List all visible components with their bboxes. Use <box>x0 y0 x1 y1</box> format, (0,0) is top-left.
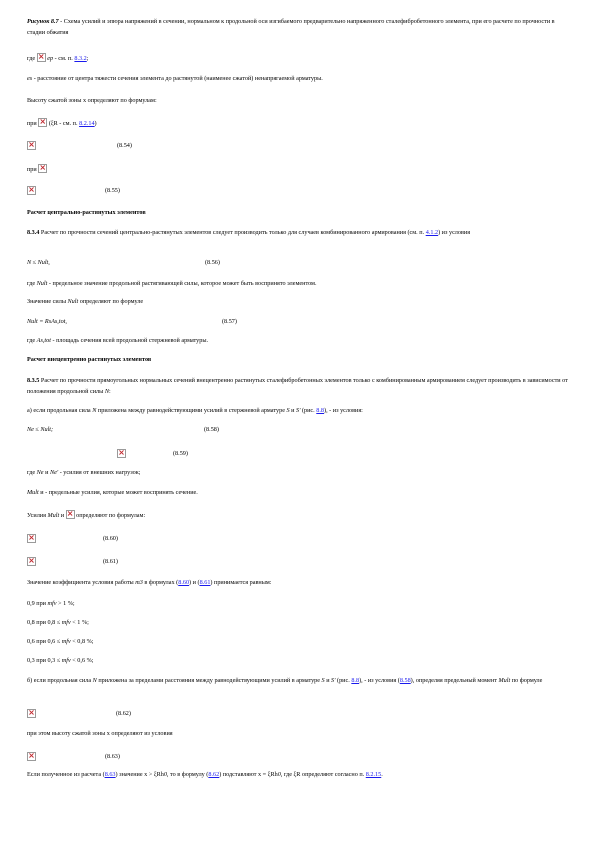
reference-link[interactable]: 8.58 <box>399 677 411 684</box>
text-run: ) и ( <box>189 579 200 586</box>
text-run: ) <box>94 120 97 127</box>
text-run: где <box>27 337 37 344</box>
text-run: Значение силы <box>27 298 68 305</box>
reference-link[interactable]: 8.61 <box>199 579 211 586</box>
text-run: 8.3.4 <box>27 229 40 236</box>
text-run: (рис. <box>300 407 317 414</box>
paragraph <box>27 406 572 417</box>
text-run: 8.3.5 <box>27 377 40 384</box>
paragraph <box>27 449 572 461</box>
equation-number: (8.56) <box>205 259 220 266</box>
paragraph <box>27 17 572 38</box>
paragraph <box>27 637 572 648</box>
text-run: 0,3 при 0,3 ≤ <box>27 657 62 664</box>
text-run: S' <box>331 677 336 684</box>
text-run: и <box>43 469 50 476</box>
formula-image-icon <box>38 118 47 127</box>
text-run: ), - из условия: <box>324 407 363 414</box>
formula-image-icon <box>27 557 36 566</box>
equation-number: (8.62) <box>116 710 131 717</box>
text-run: S <box>321 677 325 684</box>
text-run: а) если продольная сила <box>27 407 93 414</box>
paragraph <box>27 770 572 781</box>
text-run: ), - из условия ( <box>359 677 400 684</box>
paragraph <box>27 488 572 499</box>
equation-number: (8.58) <box>204 426 219 433</box>
paragraph <box>27 279 572 290</box>
paragraph <box>27 676 572 687</box>
text-run: Ne <box>36 469 44 476</box>
text-run: N ≤ Nult, <box>27 259 50 266</box>
text-run: S' <box>296 407 301 414</box>
paragraph <box>27 618 572 629</box>
reference-link[interactable]: 8.63 <box>104 771 116 778</box>
equation-number: (8.59) <box>173 450 188 457</box>
paragraph <box>27 317 572 328</box>
text-run: ep <box>45 55 54 62</box>
text-run: As,tot <box>36 337 51 344</box>
paragraph <box>27 510 572 522</box>
text-run: Расчет внецентренно растянутых элементов <box>27 356 152 363</box>
text-run: 0 <box>277 771 281 778</box>
paragraph <box>27 164 572 176</box>
text-run: приложена за пределами расстояния между равнодействующими усилий в арматуре <box>96 677 322 684</box>
text-run: Mult <box>27 489 39 496</box>
formula-image-icon <box>27 141 36 150</box>
text-run: mfv <box>61 657 71 664</box>
text-run: и <box>324 677 332 684</box>
text-run: Значение коэффициента условия работы <box>27 579 136 586</box>
paragraph <box>27 53 572 65</box>
text-run: es <box>27 75 33 82</box>
text-run: 0,6 при 0,6 ≤ <box>27 638 62 645</box>
reference-link[interactable]: 8.8 <box>316 407 325 414</box>
reference-link[interactable]: 8.2.15 <box>365 771 382 778</box>
text-run: Nult = RsAs,tot, <box>27 318 67 325</box>
equation-number: (8.57) <box>222 318 237 325</box>
text-run: mfv <box>61 638 71 645</box>
text-run: при этом высоту сжатой зоны x определяют из условия <box>27 730 173 737</box>
text-run: где <box>27 280 37 287</box>
text-run: определяют по формулам: <box>74 512 146 519</box>
paragraph <box>27 297 572 308</box>
paragraph <box>27 258 572 269</box>
text-run: б) если продольная сила <box>27 677 93 684</box>
text-run: N <box>104 387 109 395</box>
paragraph <box>27 425 572 436</box>
text-run: mfv <box>47 600 57 607</box>
equation-number: (8.54) <box>117 142 132 149</box>
text-run: Если полученное из расчета ( <box>27 771 105 778</box>
text-run: mfv <box>61 619 71 626</box>
formula-image-icon <box>117 449 126 458</box>
paragraph <box>27 336 572 347</box>
text-run: - предельное значение продольной растягивающей силы, которое может быть воспринято элементом. <box>47 280 317 287</box>
text-run: и <box>289 407 296 414</box>
paragraph <box>27 729 572 740</box>
paragraph <box>27 141 572 153</box>
text-run: по формуле <box>510 677 543 684</box>
text-run: при <box>27 120 39 127</box>
text-run: - см. п. <box>53 55 75 62</box>
text-run: N <box>92 407 97 414</box>
paragraph <box>27 74 572 85</box>
text-run: Nult <box>67 298 79 305</box>
formula-image-icon <box>27 752 36 761</box>
equation-number: (8.61) <box>103 558 118 565</box>
text-run: . <box>381 771 383 778</box>
paragraph <box>27 599 572 610</box>
reference-link[interactable]: 8.60 <box>178 579 190 586</box>
text-run: - Схема усилий и эпюра напряжений в сечении, нормальном к продольной оси изгибаемого предварительно напряженного сталефибробетонного элемента, при его расчете по прочности в стадии обжатия <box>27 18 555 36</box>
reference-link[interactable]: 8.62 <box>208 771 220 778</box>
text-run: < 0,6 %; <box>70 657 94 664</box>
text-run: где <box>27 55 37 62</box>
text-run: - усилия от внешних нагрузок; <box>58 469 141 476</box>
text-run: Ne' <box>49 469 59 476</box>
text-run: и <box>59 512 66 519</box>
text-run: m3 <box>135 579 143 586</box>
text-run: при <box>27 166 39 173</box>
text-run: Mult <box>498 677 511 684</box>
text-run: и - предельные усилия, которые может воспринять сечение. <box>38 489 198 496</box>
text-run: Ne ≤ Nult; <box>27 426 54 433</box>
paragraph <box>27 376 572 397</box>
paragraph <box>27 468 572 479</box>
text-run: 0,9 при <box>27 600 48 607</box>
text-run: в формулах ( <box>142 579 179 586</box>
paragraph <box>27 118 572 130</box>
reference-link[interactable]: 4.1.2 <box>425 229 439 236</box>
paragraph <box>27 96 572 107</box>
text-run: ) из условия <box>438 229 471 236</box>
paragraph <box>27 578 572 589</box>
reference-link[interactable]: 8.8 <box>351 677 360 684</box>
paragraph <box>27 709 572 721</box>
paragraph <box>27 355 572 366</box>
text-run: (рис. <box>335 677 352 684</box>
text-run: ) принимается равным: <box>210 579 272 586</box>
text-run: - площадь сечения всей продольной стержневой арматуры. <box>50 337 209 344</box>
formula-image-icon <box>27 186 36 195</box>
text-run: Рисунок 8.7 <box>27 18 61 25</box>
text-run: Усилия <box>27 512 48 519</box>
formula-image-icon <box>37 53 46 62</box>
formula-image-icon <box>27 709 36 718</box>
text-run: Расчет по прочности сечений центрально-растянутых элементов следует производить только для случаев комбинированного армирования (см. п. <box>39 229 426 236</box>
formula-image-icon <box>66 510 75 519</box>
text-run: ) значение x > ξRh <box>115 771 164 778</box>
text-run: 0 <box>163 771 167 778</box>
text-run: Расчет центрально-растянутых элементов <box>27 209 146 216</box>
text-run: где <box>27 469 37 476</box>
text-run: < 1 %; <box>70 619 89 626</box>
text-run: Mult <box>47 512 60 519</box>
text-run: : <box>108 387 111 395</box>
text-run: 0,8 при 0,8 ≤ <box>27 619 62 626</box>
reference-link[interactable]: 8.3.2 <box>74 55 87 62</box>
text-run: ), определяя предельный момент <box>410 677 499 684</box>
equation-number: (8.55) <box>105 187 120 194</box>
text-run: < 0,8 %; <box>70 638 94 645</box>
text-run: - расстояние от центра тяжести сечения элемента до растянутой (наименее сжатой) ненапрягаемой арматуры. <box>32 75 323 82</box>
text-run: приложена между равнодействующими усилий в стержневой арматуре <box>96 407 287 414</box>
text-run: (ξR - см. п. <box>47 120 80 127</box>
text-run: S <box>286 407 290 414</box>
text-run: определяют по формуле <box>78 298 144 305</box>
paragraph <box>27 208 572 219</box>
formula-image-icon <box>38 164 47 173</box>
text-run: Расчет по прочности прямоугольных нормальных сечений внецентренно растянутых сталефибробетонных элементов только с комбинированным армированием следует производить в зависимости от положения продольной силы <box>27 377 568 395</box>
equation-number: (8.60) <box>103 535 118 542</box>
paragraph <box>27 656 572 667</box>
text-run: , то в формулу ( <box>166 771 209 778</box>
text-run: ; <box>86 55 89 62</box>
text-run: > 1 %; <box>56 600 75 607</box>
formula-image-icon <box>27 534 36 543</box>
reference-link[interactable]: 8.2.14 <box>79 120 95 127</box>
paragraph <box>27 228 572 239</box>
text-run: Nult <box>36 280 48 287</box>
text-run: N <box>92 677 97 684</box>
text-run: , где ξR определяют согласно п. <box>280 771 366 778</box>
text-run: Высоту сжатой зоны x определяют по формулам: <box>27 97 157 104</box>
equation-number: (8.63) <box>105 753 120 760</box>
text-run: ) подставляют x = ξRh <box>219 771 278 778</box>
